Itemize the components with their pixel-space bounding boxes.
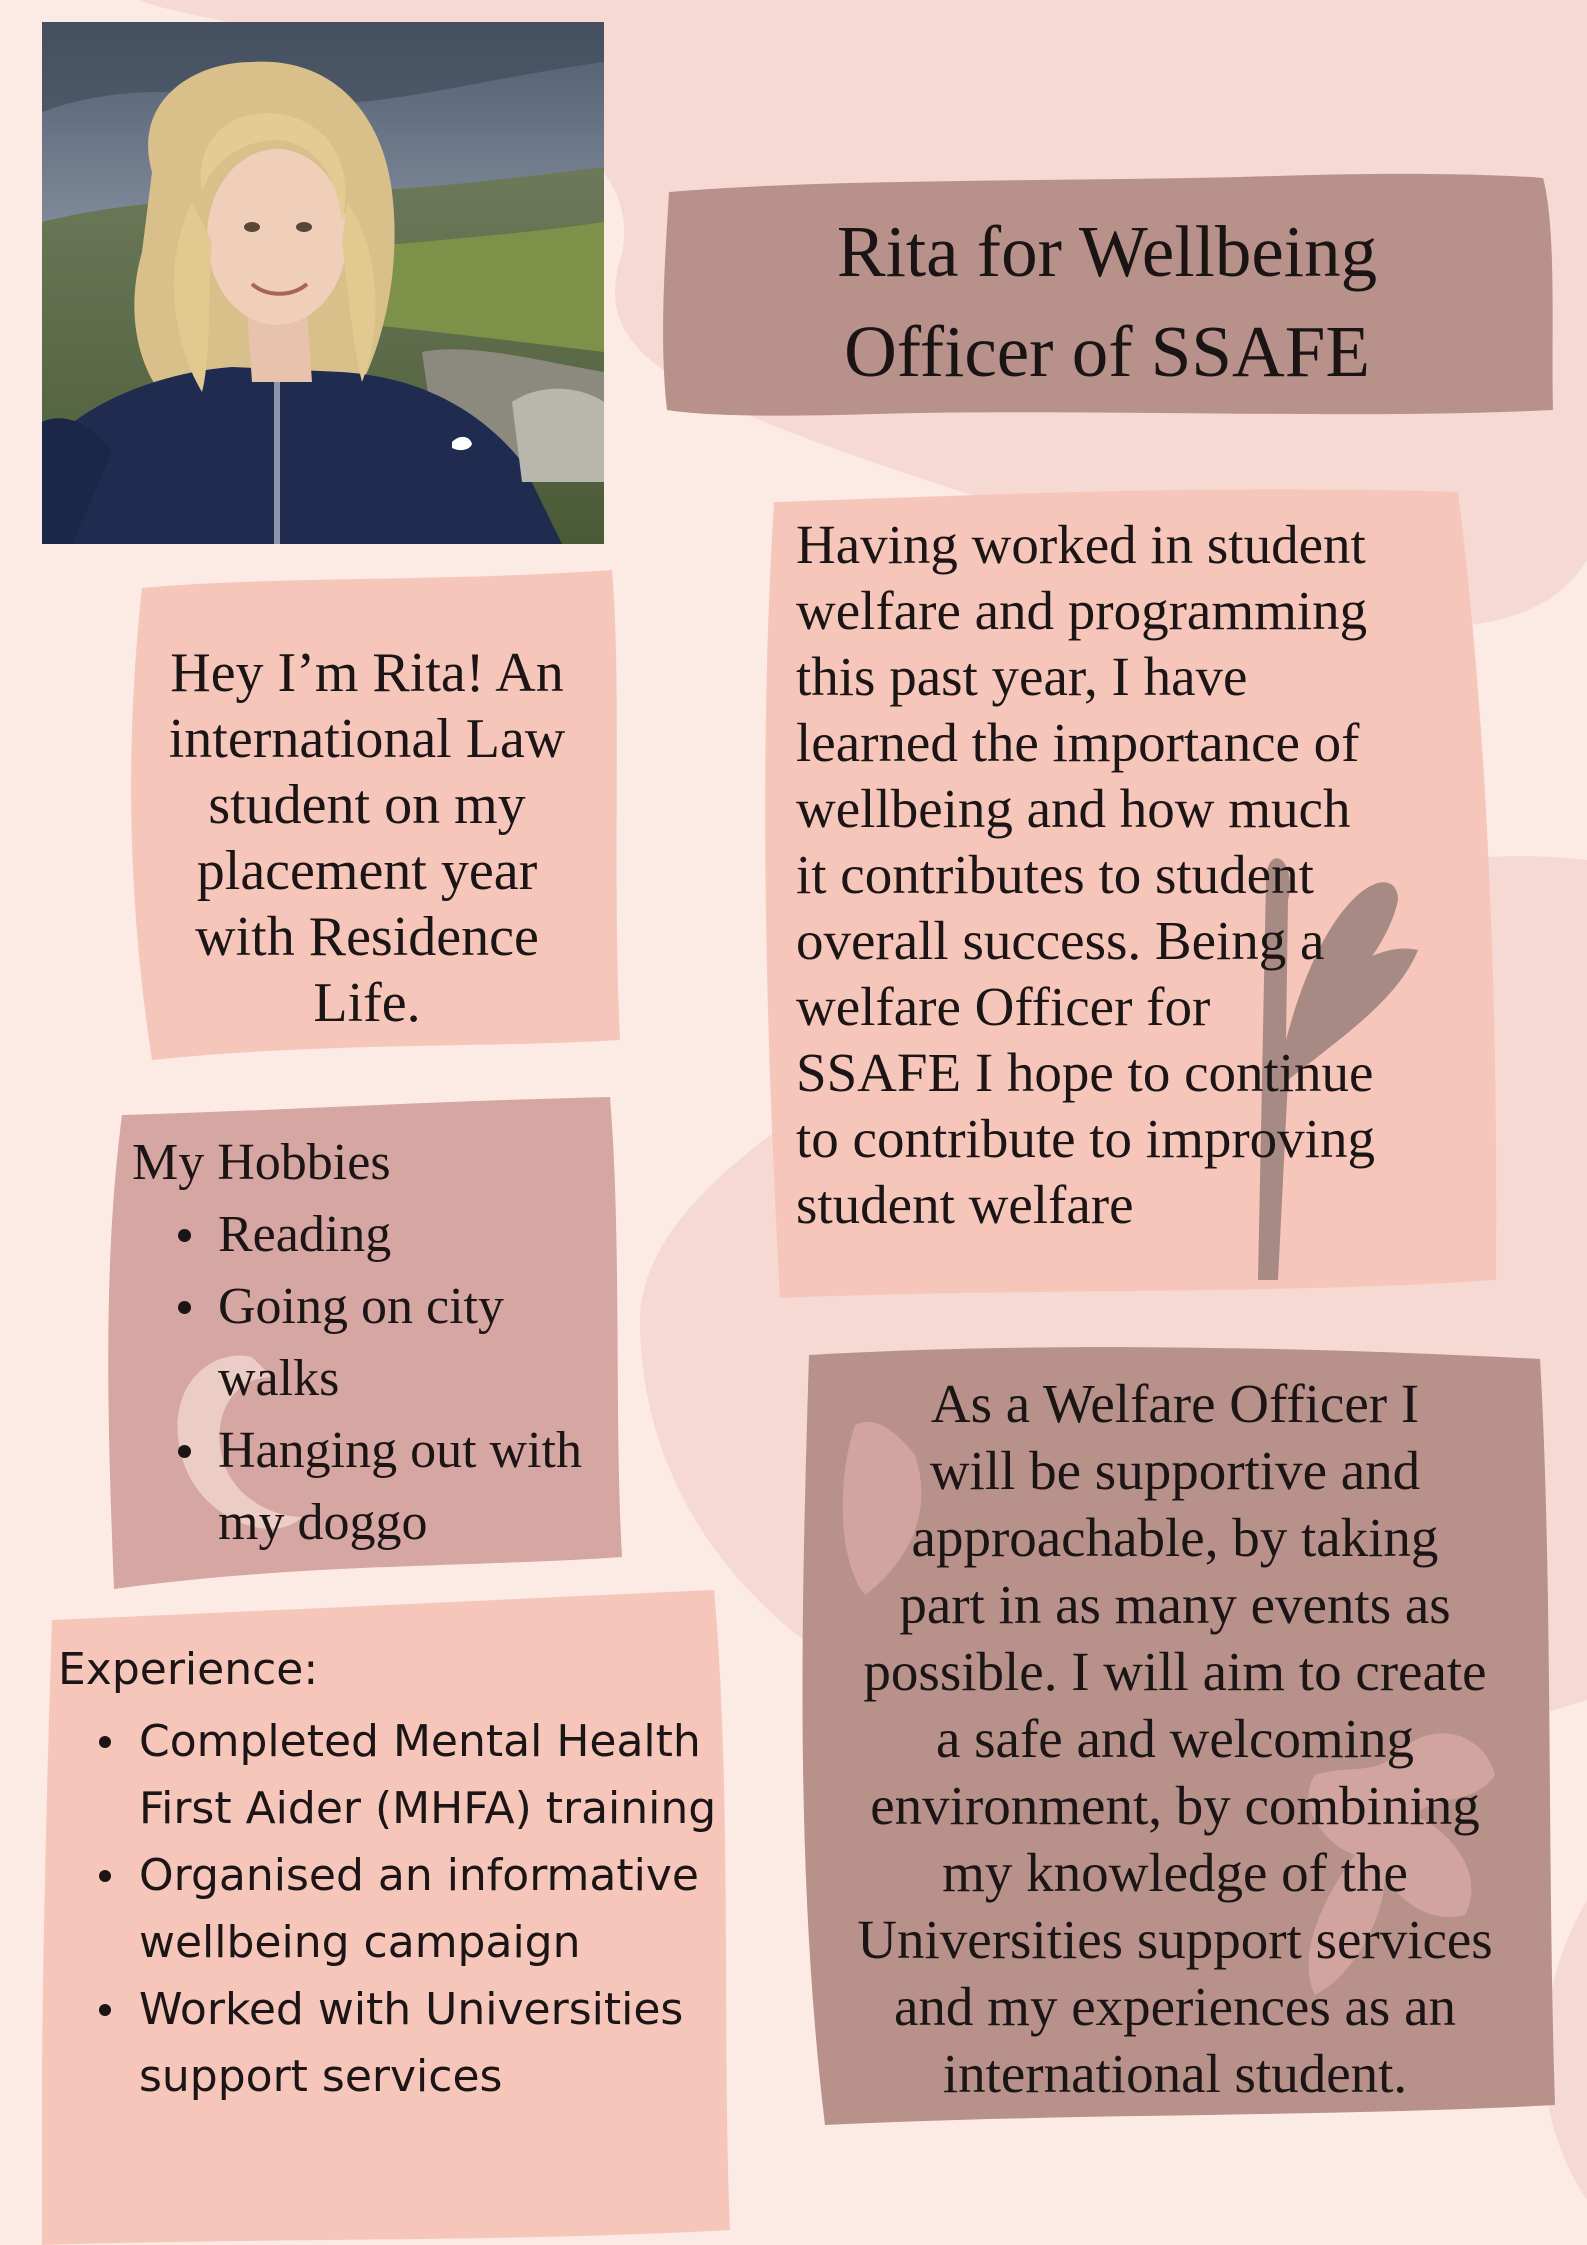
motivation-line: this past year, I have	[796, 646, 1248, 707]
pledge-line: part in as many events as	[899, 1574, 1451, 1635]
motivation-line: to contribute to improving	[796, 1108, 1375, 1169]
motivation-line: wellbeing and how much	[796, 778, 1351, 839]
pledge-line: As a Welfare Officer I	[930, 1373, 1420, 1434]
pledge-paragraph	[795, 1370, 1555, 2107]
intro-line: placement year	[196, 840, 538, 902]
hobby-item: Hanging out with my doggo	[218, 1415, 632, 1559]
hobby-item: Reading	[218, 1199, 632, 1271]
intro-card	[112, 570, 625, 1070]
motivation-line: student welfare	[796, 1174, 1134, 1235]
pledge-line: international student.	[942, 2043, 1408, 2104]
experience-list	[42, 1708, 732, 2110]
page-title	[655, 202, 1559, 402]
motivation-line: SSAFE I hope to continue	[796, 1042, 1374, 1103]
title-line-2: Officer of SSAFE	[844, 311, 1370, 392]
motivation-line: welfare Officer for	[796, 976, 1211, 1037]
pledge-line: my knowledge of the	[942, 1842, 1408, 1903]
motivation-card	[758, 480, 1498, 1305]
motivation-line: it contributes to student	[796, 844, 1314, 905]
motivation-line: overall success. Being a	[796, 910, 1325, 971]
profile-photo	[42, 22, 604, 544]
pledge-line: possible. I will aim to create	[863, 1641, 1487, 1702]
hobbies-heading: My Hobbies	[132, 1134, 391, 1191]
pledge-line: environment, by combining	[870, 1775, 1480, 1836]
experience-card	[42, 1590, 737, 2245]
pledge-line: a safe and welcoming	[935, 1708, 1414, 1769]
experience-item: Organised an informative wellbeing campaign	[139, 1842, 732, 1976]
motivation-line: welfare and programming	[796, 580, 1368, 641]
intro-line: Life.	[313, 972, 421, 1034]
pledge-line: Universities support services	[857, 1909, 1493, 1970]
experience-item: Completed Mental Health First Aider (MHFA) training	[139, 1708, 732, 1842]
motivation-paragraph	[796, 512, 1496, 1238]
intro-line: with Residence	[195, 906, 539, 968]
pledge-line: will be supportive and	[929, 1440, 1421, 1501]
motivation-line: learned the importance of	[796, 712, 1360, 773]
pledge-card	[795, 1335, 1555, 2125]
pledge-line: approachable, by taking	[911, 1507, 1439, 1568]
hobbies-card	[102, 1097, 628, 1589]
experience-item: Worked with Universities support services	[139, 1976, 732, 2110]
hobbies-list	[132, 1199, 632, 1559]
experience-heading: Experience:	[58, 1644, 319, 1695]
intro-line: student on my	[208, 774, 526, 836]
title-card	[655, 170, 1559, 420]
intro-line: Hey I’m Rita! An	[170, 642, 564, 704]
hobby-item: Going on city walks	[218, 1271, 632, 1415]
motivation-line: Having worked in student	[796, 514, 1366, 575]
intro-line: international Law	[168, 708, 566, 770]
title-line-1: Rita for Wellbeing	[836, 211, 1378, 292]
pledge-line: and my experiences as an	[894, 1976, 1456, 2037]
intro-paragraph	[142, 640, 592, 1036]
